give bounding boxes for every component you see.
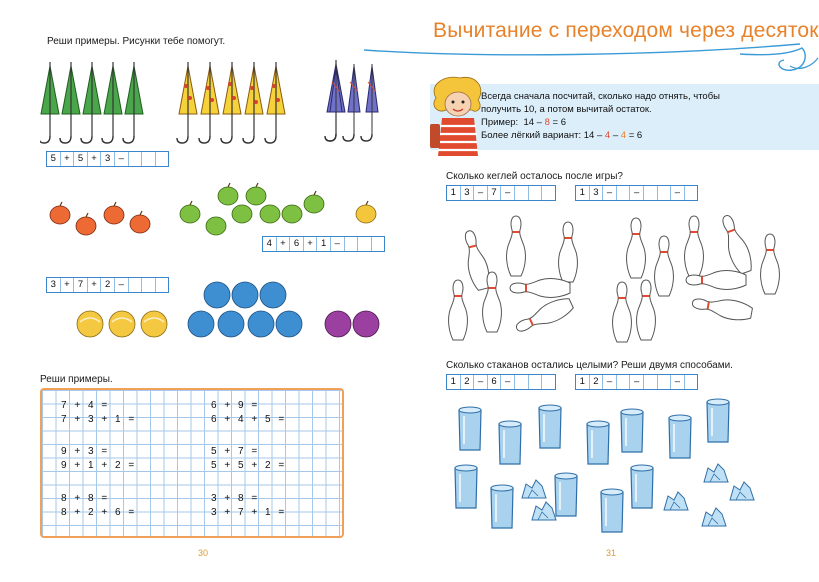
umbrella-green-icon bbox=[123, 62, 143, 143]
answer-cell[interactable] bbox=[358, 237, 372, 251]
apple-green-icon bbox=[180, 205, 200, 223]
answer-cell[interactable] bbox=[685, 186, 698, 200]
eq-cell: – bbox=[115, 278, 129, 292]
eq-cell: 2 bbox=[461, 375, 475, 389]
glass-icon bbox=[631, 465, 653, 508]
eq-cell: 1 bbox=[447, 375, 461, 389]
grid-row: 9 + 1 + 2 = bbox=[60, 460, 135, 471]
eq-cell: – bbox=[671, 186, 685, 200]
rule-easier: Более лёгкий вариант: 14 – 4 – 4 = 6 bbox=[481, 130, 643, 141]
eq-cell: – bbox=[630, 186, 644, 200]
eq-cell: – bbox=[501, 186, 515, 200]
apple-green-icon bbox=[206, 217, 226, 235]
page-title: Вычитание с переходом через десяток bbox=[433, 19, 819, 42]
answer-cell[interactable] bbox=[658, 186, 672, 200]
answer-cell[interactable] bbox=[685, 375, 698, 389]
eq-cell: 6 bbox=[488, 375, 502, 389]
answer-cell[interactable] bbox=[542, 186, 555, 200]
girl-character-icon bbox=[426, 74, 488, 158]
section1-instruction: Реши примеры. Рисунки тебе помогут. bbox=[47, 36, 226, 47]
eq-cell: – bbox=[474, 375, 488, 389]
glass-icon bbox=[459, 407, 481, 450]
answer-cell[interactable] bbox=[372, 237, 385, 251]
eq-cell: 3 bbox=[101, 152, 115, 166]
apple-green-icon bbox=[232, 205, 252, 223]
umbrella-green-icon bbox=[102, 62, 122, 143]
skittle-icon bbox=[685, 216, 704, 276]
answer-cell[interactable] bbox=[345, 237, 359, 251]
glass-icon bbox=[455, 465, 477, 508]
glass-icon bbox=[707, 399, 729, 442]
umbrella-yellow-icon bbox=[221, 62, 241, 143]
eq-cell: 7 bbox=[74, 278, 88, 292]
apple-green-icon bbox=[246, 187, 266, 205]
umbrellas-illustration bbox=[40, 58, 350, 148]
apple-green-icon bbox=[260, 205, 280, 223]
apple-red-icon bbox=[130, 215, 150, 233]
ball-blue-icon bbox=[204, 282, 230, 308]
glass-icon bbox=[499, 421, 521, 464]
umbrella-yellow-icon bbox=[199, 62, 219, 143]
glass-icon bbox=[669, 415, 691, 458]
grid-row: 9 + 3 = bbox=[60, 446, 108, 457]
apple-green-icon bbox=[304, 195, 324, 213]
skittles-equation-1[interactable] bbox=[446, 185, 556, 201]
skittle-icon bbox=[513, 295, 575, 337]
section4-question: Сколько стаканов остались целыми? Реши двумя способами. bbox=[446, 360, 733, 371]
eq-cell: – bbox=[603, 375, 617, 389]
skittle-icon bbox=[507, 216, 526, 276]
answer-cell[interactable] bbox=[644, 186, 658, 200]
eq-cell: + bbox=[61, 278, 75, 292]
glass-icon bbox=[491, 485, 513, 528]
eq-cell: 2 bbox=[590, 375, 604, 389]
skittles-equation-2[interactable] bbox=[575, 185, 698, 201]
broken-glass-icon bbox=[532, 502, 556, 520]
glasses-equation-2[interactable] bbox=[575, 374, 698, 390]
page-number-left: 30 bbox=[198, 548, 209, 558]
eq-cell: 5 bbox=[74, 152, 88, 166]
eq-cell: 3 bbox=[590, 186, 604, 200]
broken-glass-icon bbox=[702, 508, 726, 526]
eq-cell: – bbox=[630, 375, 644, 389]
eq-cell: + bbox=[277, 237, 291, 251]
eq-cell: 6 bbox=[290, 237, 304, 251]
apple-yellow-icon bbox=[356, 205, 376, 223]
apple-red-icon bbox=[50, 206, 70, 224]
eq-cell: – bbox=[331, 237, 345, 251]
ball-blue-icon bbox=[232, 282, 258, 308]
answer-cell[interactable] bbox=[617, 186, 631, 200]
rule-line-1: Всегда сначала посчитай, сколько надо отнять, чтобы bbox=[481, 91, 720, 102]
grid-row: 7 + 4 = bbox=[60, 400, 108, 411]
ball-purple-icon bbox=[325, 311, 351, 337]
skittle-icon bbox=[691, 293, 753, 322]
balls-illustration bbox=[74, 278, 384, 344]
umbrella-equation[interactable] bbox=[46, 151, 169, 167]
ball-blue-icon bbox=[248, 311, 274, 337]
eq-cell: 2 bbox=[101, 278, 115, 292]
broken-glass-icon bbox=[664, 492, 688, 510]
eq-cell: – bbox=[115, 152, 129, 166]
answer-cell[interactable] bbox=[156, 152, 169, 166]
umbrella-yellow-icon bbox=[177, 62, 197, 143]
ball-blue-icon bbox=[276, 311, 302, 337]
apple-green-icon bbox=[282, 205, 302, 223]
glass-icon bbox=[621, 409, 643, 452]
glass-icon bbox=[587, 421, 609, 464]
glass-icon bbox=[555, 473, 577, 516]
eq-cell: 7 bbox=[488, 186, 502, 200]
broken-glass-icon bbox=[704, 464, 728, 482]
eq-cell: + bbox=[88, 278, 102, 292]
eq-cell: 3 bbox=[461, 186, 475, 200]
apple-red-icon bbox=[76, 217, 96, 235]
answer-cell[interactable] bbox=[515, 375, 529, 389]
glasses-illustration bbox=[446, 392, 776, 542]
grid-row: 5 + 7 = bbox=[210, 446, 258, 457]
answer-cell[interactable] bbox=[644, 375, 658, 389]
section3-question: Сколько кеглей осталось после игры? bbox=[446, 171, 623, 182]
eq-cell: + bbox=[304, 237, 318, 251]
skittle-icon bbox=[717, 213, 755, 276]
glass-icon bbox=[601, 489, 623, 532]
umbrella-green-icon bbox=[60, 62, 80, 143]
eq-cell: 5 bbox=[47, 152, 61, 166]
grid-row: 3 + 7 + 1 = bbox=[210, 507, 285, 518]
eq-cell: 1 bbox=[447, 186, 461, 200]
eq-cell: 1 bbox=[576, 186, 590, 200]
broken-glass-icon bbox=[730, 482, 754, 500]
eq-cell: – bbox=[501, 375, 515, 389]
grid-row: 6 + 9 = bbox=[210, 400, 258, 411]
ball-yellow-icon bbox=[109, 311, 135, 337]
grid-row: 3 + 8 = bbox=[210, 493, 258, 504]
skittle-icon bbox=[449, 280, 468, 340]
ball-yellow-icon bbox=[77, 311, 103, 337]
answer-cell[interactable] bbox=[515, 186, 529, 200]
glasses-equation-1[interactable] bbox=[446, 374, 556, 390]
eq-cell: 3 bbox=[47, 278, 61, 292]
skittle-icon bbox=[627, 218, 646, 278]
answer-cell[interactable] bbox=[658, 375, 672, 389]
answer-cell[interactable] bbox=[617, 375, 631, 389]
grid-row: 5 + 5 + 2 = bbox=[210, 460, 285, 471]
grid-row: 6 + 4 + 5 = bbox=[210, 414, 285, 425]
ball-purple-icon bbox=[353, 311, 379, 337]
rule-line-2: получить 10, а потом вычитай остаток. bbox=[481, 104, 652, 115]
eq-cell: – bbox=[603, 186, 617, 200]
section2-instruction: Реши примеры. bbox=[40, 374, 113, 385]
grid-row: 7 + 3 + 1 = bbox=[60, 414, 135, 425]
eq-cell: 1 bbox=[576, 375, 590, 389]
answer-cell[interactable] bbox=[542, 375, 555, 389]
umbrella-yellow-icon bbox=[243, 62, 263, 143]
page-number-right: 31 bbox=[606, 548, 617, 558]
answer-cell[interactable] bbox=[529, 375, 543, 389]
umbrella-green-icon bbox=[40, 62, 59, 143]
eq-cell: 1 bbox=[317, 237, 331, 251]
skittle-icon bbox=[655, 236, 674, 296]
eq-cell: – bbox=[671, 375, 685, 389]
answer-cell[interactable] bbox=[129, 152, 143, 166]
eq-cell: 4 bbox=[263, 237, 277, 251]
eq-cell: – bbox=[474, 186, 488, 200]
fruit-equation[interactable] bbox=[262, 236, 385, 252]
ball-blue-icon bbox=[218, 311, 244, 337]
answer-cell[interactable] bbox=[529, 186, 543, 200]
broken-glass-icon bbox=[522, 480, 546, 498]
umbrella-yellow-icon bbox=[265, 62, 285, 143]
umbrella-green-icon bbox=[81, 62, 101, 143]
ball-blue-icon bbox=[260, 282, 286, 308]
skittle-icon bbox=[510, 279, 570, 298]
ball-blue-icon bbox=[188, 311, 214, 337]
grid-row: 8 + 2 + 6 = bbox=[60, 507, 135, 518]
rule-example: Пример: 14 – 8 = 6 bbox=[481, 117, 567, 128]
skittles-illustration bbox=[440, 204, 810, 344]
skittle-icon bbox=[761, 234, 780, 294]
eq-cell: + bbox=[88, 152, 102, 166]
skittle-icon bbox=[559, 222, 578, 282]
eq-cell: + bbox=[61, 152, 75, 166]
apple-green-icon bbox=[218, 187, 238, 205]
grid-row: 8 + 8 = bbox=[60, 493, 108, 504]
skittle-icon bbox=[613, 282, 632, 342]
skittle-icon bbox=[637, 280, 656, 340]
answer-cell[interactable] bbox=[142, 152, 156, 166]
glass-icon bbox=[539, 405, 561, 448]
ball-yellow-icon bbox=[141, 311, 167, 337]
apple-red-icon bbox=[104, 206, 124, 224]
